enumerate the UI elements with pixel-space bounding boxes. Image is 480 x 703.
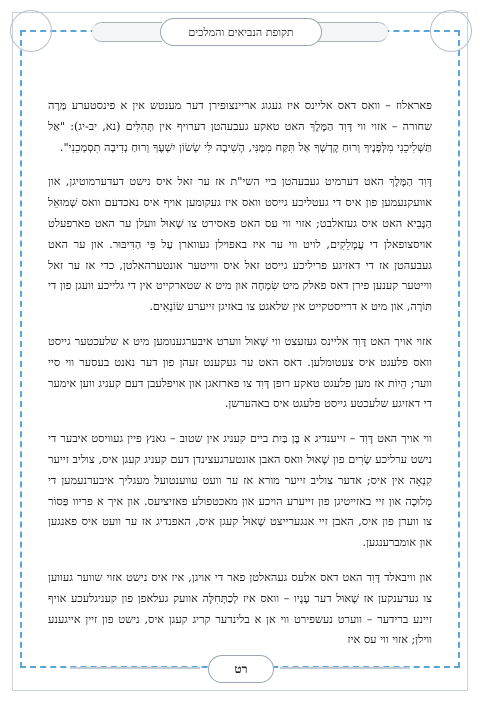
body-text bbox=[48, 96, 432, 665]
running-header bbox=[160, 18, 322, 46]
page-number-badge bbox=[208, 655, 274, 683]
header-ornament-left bbox=[92, 22, 162, 42]
paragraph: אזוי אויך האט דָּוִד אליינס געזעצט ווי שָׁאוּל ווערט איבערגענומען מיט א שלעכטער גייסט וואס פלעגט איס צעטומלען. דאס האט ער געקענט זעהן פון דער נאנט בעסער ווי סיי ווער; הֵיוֹת אז מען פלעגט טאקע רופן דָּוִד צו פארזאגן און אויפלעבן דעם קעניג ווען אימער די דאזיגע שלעכטע גייסט פלעגט איס באהערשן. bbox=[48, 334, 432, 411]
footer-ornament-right bbox=[280, 667, 410, 669]
running-header-title: תקופת הנביאים והמלכים bbox=[188, 25, 294, 39]
paragraph: פאראלוז – וואס דאס אליינס איז געגוג אריינצופירן דער מענטש אין א פינסטערע מַּרָה שחורה – אזוי ווי דָּוִד הַמֶּלֶךְ האט טאקע געבעהטן דערויף אין תְּהִלִּים (נא, יב-יג): "אַל תַּשְׁלִיכֵנִי מִלְּפָנֶיךָ וְרוּחַ קָדְשְׁךָ אַל תִּקַּח מִמֶּנִּי, הָשִׁיבָה לִּי שְׂשׂוֹן יִשְׁעֶךָ וְרוּחַ נְדִיבָה תִסְמְכֵנִי". bbox=[48, 99, 432, 154]
footer-ornament-left bbox=[70, 667, 200, 669]
corner-swirl-top-left bbox=[10, 10, 52, 52]
corner-swirl-top-right bbox=[430, 10, 472, 52]
paragraph: ווי אויך האט דָּוִד – זייענדיג א בֶּן בַּיִת ביים קעניג אין שטוב – גאנץ פיין געוויסט איבער די נישט ערליכע שָׂרִים פון שָׁאוּל וואס האבן אונטערגעצינדן דעם קעניג קעגן איס, צוליב זייער קִנְאָה אין איס; אדער צוליב זייער מורא אז ער וועט עווענטועל מעגליך איבערנעמען די מְלוּכָה און זיי באזייטיגן פון זייערע הויכע און מאכטפולע פאזיציעס. און איך א פריוו פַּסוֹר צו ווערן פון איס, האבן זיי אנגערייצט שָׁאוּל קעגן איס, האפנדיג אז ער וועט איס פאנגען און אומברענגען. bbox=[48, 432, 432, 550]
paragraph: און וויבאלד דָּוִד האט דאס אלעס געהאלטן פאר די אויגן, איז איס נישט אזוי שווער געווען צו געדענקען אז שָׁאוּל דער עָנָיו – וואס איז לְכַתְּחִלָּה אוועק געלאפן פון קעניגלעכע אויף זיינע ברידער – ווערט נעשפירט ווי אן א בלינדער קריג קעגן איס, נישט פון זיין אייגענע ווילן; אזוי ווי עס איז bbox=[48, 570, 432, 647]
header-ornament-right bbox=[318, 22, 388, 42]
paragraph: דָּוִד הַמֶּלֶךְ האט דערמיט געבעהטן ביי השי"ת אז ער זאל איס נישט דעדערמוטיגן, און אוועקנעמען פון איס די געטליכע גייסט וואס איז געקומען אויף איס נאכדעם וואס שְׁמוּאֵל הַנָּבִיא האט איס געזאלבט; אזוי ווי עס האט פאסירט צו שָׁאוּל וועלן ער האט פארפעלט אויסצופאלן די עֲמָלֵקִים, לויט ווי ער איז באפוילן געווארן עַל פִּי הַדִּיבּוּר. און ער האט געבעהטן אז די דאזיגע פריליכע גייסט זאל איס ווייטער אונטערהאלטן, כדי אז ער זאל ווייטער קענען פירן דאס פאלק מיט שִׂמְחָה און מיט א שטארקייט אין די גלייכע וועגן פון די תּוֹרָה, און מיט א דרייסטקייט אין שלאגט צו באזיגן זייערע שׂוֹנְאִים. bbox=[48, 175, 432, 314]
page-number: רט bbox=[234, 661, 248, 676]
